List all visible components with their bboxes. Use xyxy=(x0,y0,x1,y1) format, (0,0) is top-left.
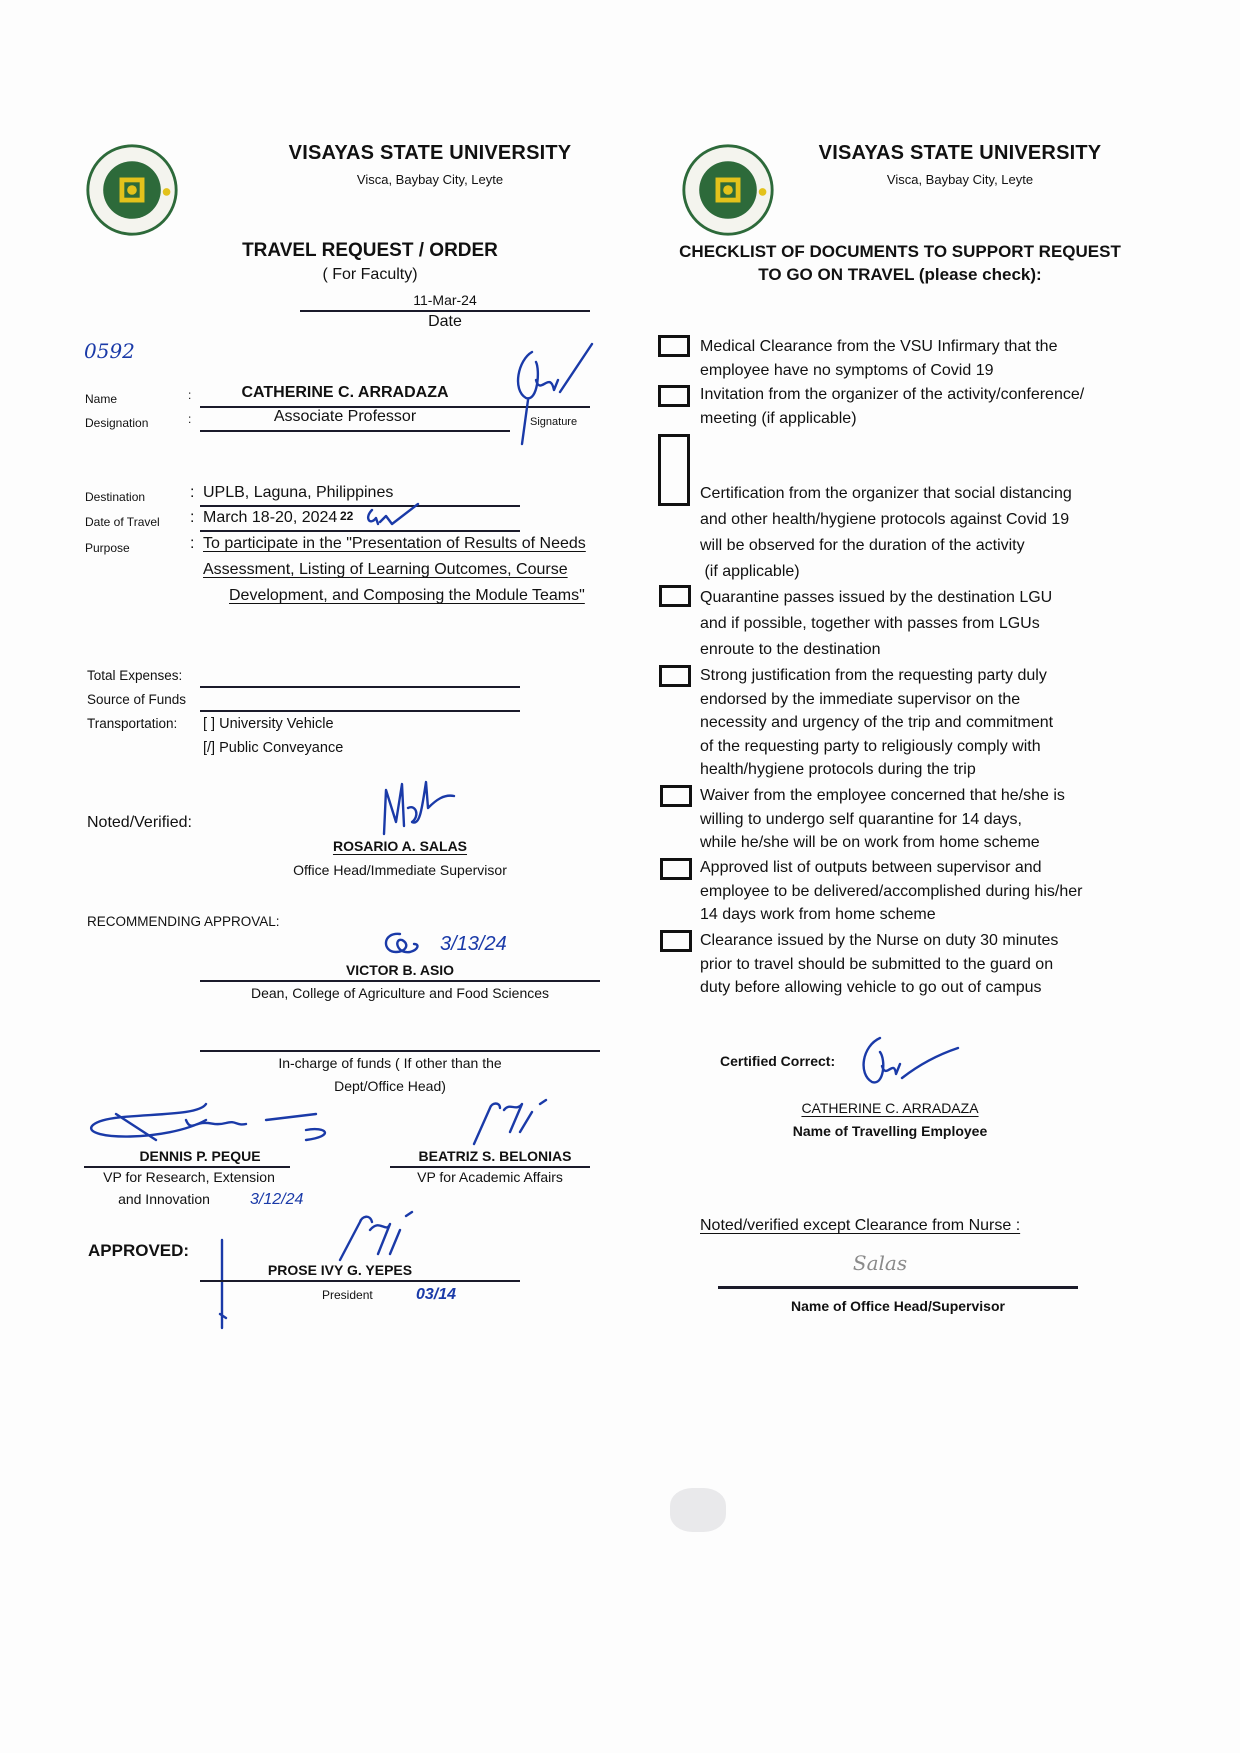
item-line: Medical Clearance from the VSU Infirmary that the xyxy=(700,338,1058,355)
name-colon: : xyxy=(188,388,192,402)
date-value[interactable]: 11-Mar-24 xyxy=(413,292,477,308)
incharge-title-2: Dept/Office Head) xyxy=(334,1078,446,1094)
date-label: Date xyxy=(428,313,462,330)
item-line: prior to travel should be submitted to the guard on xyxy=(700,955,1054,973)
checklist-checkbox-medical-clearance[interactable] xyxy=(658,335,690,357)
president-name: PROSE IVY G. YEPES xyxy=(267,1262,413,1278)
destination-label: Destination xyxy=(85,490,146,504)
noted-name: ROSARIO A. SALAS xyxy=(332,838,468,854)
checklist-checkbox-strong-justification[interactable] xyxy=(659,665,691,687)
incharge-line xyxy=(200,1050,600,1052)
checklist-checkbox-nurse-clearance[interactable] xyxy=(660,930,692,952)
designation-colon: : xyxy=(188,412,192,426)
checklist-item-approved-outputs xyxy=(700,856,1150,927)
purpose-line-2[interactable]: Assessment, Listing of Learning Outcomes, Course xyxy=(203,561,568,578)
date-of-travel-line xyxy=(200,530,520,532)
vp-academic-title: VP for Academic Affairs xyxy=(417,1169,563,1185)
control-number: 0592 xyxy=(84,339,135,363)
item-line: Quarantine passes issued by the destination LGU xyxy=(700,589,1053,606)
noted-except-label: Noted/verified except Clearance from Nurse : xyxy=(700,1217,1021,1234)
checklist-checkbox-certification[interactable] xyxy=(658,434,690,506)
purpose-line-3[interactable]: Development, and Composing the Module Teams" xyxy=(229,587,585,604)
university-address: Visca, Baybay City, Leyte xyxy=(356,172,504,187)
checklist-checkbox-quarantine-passes[interactable] xyxy=(659,585,691,607)
form-subtitle: ( For Faculty) xyxy=(322,266,418,283)
total-expenses-label: Total Expenses: xyxy=(87,668,183,683)
transport-option-university-vehicle[interactable] xyxy=(203,716,334,732)
source-of-funds-label: Source of Funds xyxy=(87,692,187,707)
approved-label: APPROVED: xyxy=(88,1241,190,1260)
dean-signed-date: 3/13/24 xyxy=(440,933,507,955)
item-line: 14 days work from home scheme xyxy=(700,906,936,923)
name-label: Name xyxy=(85,392,118,406)
vp-academic-name: BEATRIZ S. BELONIAS xyxy=(418,1148,572,1164)
date-of-travel-colon: : xyxy=(190,509,195,526)
item-line: employee to be delivered/accomplished during his/her xyxy=(700,882,1083,900)
recommending-line xyxy=(200,980,600,982)
checklist-title-2: TO GO ON TRAVEL (please check): xyxy=(758,265,1042,284)
vp-academic-line xyxy=(390,1166,590,1168)
item-line: (if applicable) xyxy=(700,563,800,580)
checklist-item-waiver xyxy=(700,784,1150,855)
checklist-item-certification xyxy=(700,481,1150,585)
item-line: Strong justification from the requesting party duly xyxy=(700,667,1047,684)
checklist-checkbox-approved-outputs[interactable] xyxy=(660,858,692,880)
employee-certified-signature-icon xyxy=(850,1034,970,1098)
checklist-item-nurse-clearance xyxy=(700,929,1150,1000)
date-of-travel-label: Date of Travel xyxy=(85,515,160,529)
form-title: TRAVEL REQUEST / ORDER xyxy=(242,240,498,261)
item-line: Waiver from the employee concerned that he/she is xyxy=(700,787,1065,804)
destination-colon: : xyxy=(190,484,195,501)
destination-value[interactable]: UPLB, Laguna, Philippines xyxy=(203,484,394,501)
president-signed-date: 03/14 xyxy=(416,1286,457,1303)
recommending-approval-label: RECOMMENDING APPROVAL: xyxy=(87,914,280,929)
university-name-right: VISAYAS STATE UNIVERSITY xyxy=(818,142,1102,164)
employee-title: Name of Travelling Employee xyxy=(792,1123,988,1139)
checklist-checkbox-invitation[interactable] xyxy=(658,385,690,407)
president-title: President xyxy=(322,1288,373,1302)
item-line: Clearance issued by the Nurse on duty 30 minutes xyxy=(700,932,1059,949)
university-address-right: Visca, Baybay City, Leyte xyxy=(886,172,1034,187)
recommending-name: VICTOR B. ASIO xyxy=(345,962,455,978)
checklist-item-medical-clearance xyxy=(700,335,1150,382)
employee-name: CATHERINE C. ARRADAZA xyxy=(801,1100,979,1116)
designation-line xyxy=(200,430,510,432)
incharge-title-1: In-charge of funds ( If other than the xyxy=(278,1055,502,1071)
item-line: Invitation from the organizer of the activity/conference/ xyxy=(700,386,1085,403)
item-line: meeting (if applicable) xyxy=(700,409,857,427)
vp-research-line xyxy=(84,1166,290,1168)
dean-initial-icon xyxy=(372,928,432,958)
item-line: duty before allowing vehicle to go out of campus xyxy=(700,979,1042,996)
vp-research-name: DENNIS P. PEQUE xyxy=(139,1148,261,1164)
supervisor-title: Name of Office Head/Supervisor xyxy=(791,1298,1005,1314)
noted-verified-label: Noted/Verified: xyxy=(87,814,192,831)
paper-smudge xyxy=(670,1488,726,1532)
vp-research-signed-date: 3/12/24 xyxy=(250,1191,304,1208)
certified-correct-label: Certified Correct: xyxy=(720,1053,836,1069)
item-line: enroute to the destination xyxy=(700,641,881,658)
date-correction: 22 xyxy=(340,509,354,523)
destination-line xyxy=(200,505,520,507)
signature-label: Signature xyxy=(530,416,578,428)
employee-signature-icon xyxy=(500,340,600,450)
source-of-funds-line xyxy=(200,710,520,712)
transport-label-university-vehicle: University Vehicle xyxy=(219,716,334,732)
name-value[interactable]: CATHERINE C. ARRADAZA xyxy=(241,384,449,401)
item-line: while he/she will be on work from home scheme xyxy=(700,834,1040,851)
university-seal-icon xyxy=(680,142,776,238)
checklist-item-quarantine-passes xyxy=(700,585,1150,663)
university-name: VISAYAS STATE UNIVERSITY xyxy=(288,142,572,164)
vp-academic-signature-icon xyxy=(460,1098,600,1146)
university-seal-icon xyxy=(84,142,180,238)
item-line: necessity and urgency of the trip and commitment xyxy=(700,714,1054,731)
checklist-item-strong-justification xyxy=(700,664,1150,782)
transport-checkbox-university-vehicle[interactable]: [ ] xyxy=(203,716,216,732)
item-line: health/hygiene protocols during the trip xyxy=(700,761,976,778)
transport-label-public-conveyance: Public Conveyance xyxy=(219,740,344,756)
transportation-label: Transportation: xyxy=(87,716,178,731)
date-of-travel-value[interactable]: March 18-20, 2024 xyxy=(203,509,338,526)
vp-research-title-1: VP for Research, Extension xyxy=(103,1169,275,1185)
purpose-line-1[interactable]: To participate in the "Presentation of Results of Needs xyxy=(203,535,586,552)
president-line xyxy=(200,1280,520,1282)
transport-checkbox-public-conveyance[interactable]: [/] xyxy=(203,740,216,756)
item-line: willing to undergo self quarantine for 14 days, xyxy=(700,810,1022,828)
checklist-checkbox-waiver[interactable] xyxy=(660,785,692,807)
recommending-title: Dean, College of Agriculture and Food Sciences xyxy=(250,985,550,1001)
checklist-item-invitation xyxy=(700,383,1150,430)
supervisor-line xyxy=(718,1286,1078,1289)
item-line: Certification from the organizer that social distancing xyxy=(700,485,1072,502)
supervisor-signed-name: Salas xyxy=(852,1251,908,1275)
noted-title: Office Head/Immediate Supervisor xyxy=(293,862,507,878)
purpose-colon: : xyxy=(190,535,195,552)
designation-label: Designation xyxy=(85,416,149,430)
vp-research-title-2: and Innovation xyxy=(118,1191,210,1207)
item-line: employee have no symptoms of Covid 19 xyxy=(700,361,994,379)
item-line: of the requesting party to religiously comply with xyxy=(700,737,1041,755)
item-line: Approved list of outputs between supervisor and xyxy=(700,859,1042,876)
vp-research-signature-icon xyxy=(86,1100,366,1146)
date-line xyxy=(300,310,590,312)
item-line: and if possible, together with passes from LGUs xyxy=(700,615,1040,632)
transport-option-public-conveyance[interactable] xyxy=(203,740,343,756)
item-line: endorsed by the immediate supervisor on the xyxy=(700,690,1021,708)
designation-value[interactable]: Associate Professor xyxy=(273,408,417,425)
total-expenses-line xyxy=(200,686,520,688)
purpose-label: Purpose xyxy=(85,541,130,555)
item-line: will be observed for the duration of the activity xyxy=(700,537,1025,554)
supervisor-signature-icon xyxy=(370,776,470,838)
item-line: and other health/hygiene protocols against Covid 19 xyxy=(700,511,1070,528)
checklist-title-1: CHECKLIST OF DOCUMENTS TO SUPPORT REQUEST xyxy=(679,242,1121,261)
